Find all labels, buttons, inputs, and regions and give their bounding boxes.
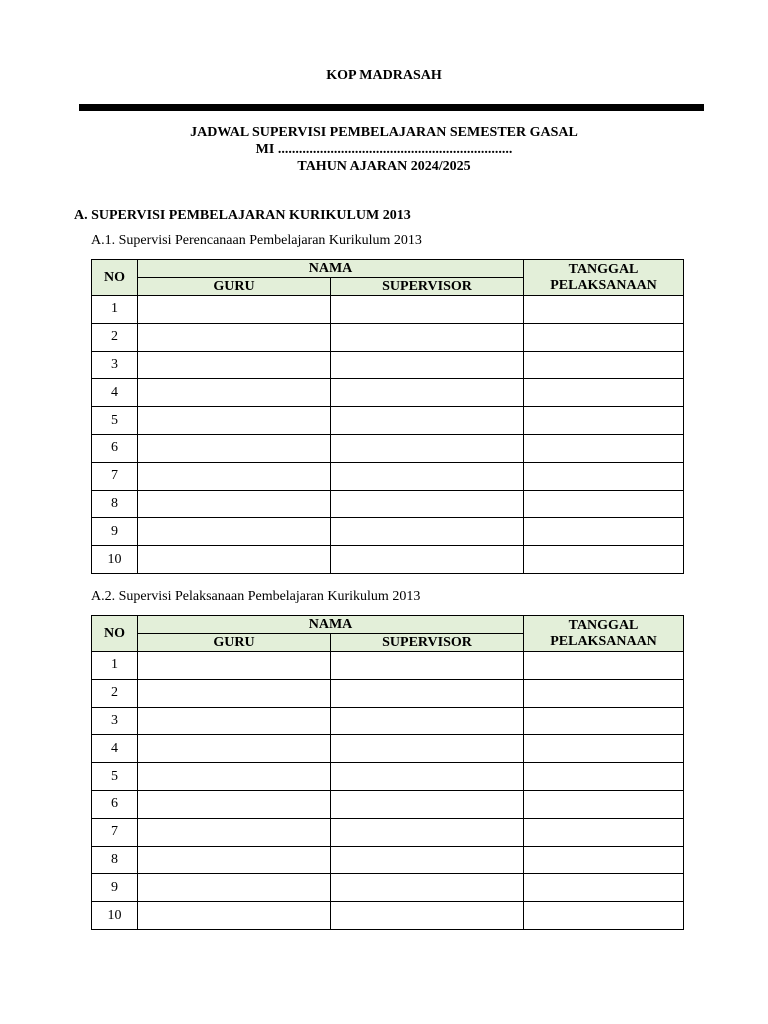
supervisor-cell (331, 434, 524, 462)
row-number: 6 (92, 434, 138, 462)
title-line-1: JADWAL SUPERVISI PEMBELAJARAN SEMESTER GASAL (190, 125, 578, 140)
tanggal-cell (524, 546, 684, 574)
guru-cell (138, 462, 331, 490)
guru-cell (138, 518, 331, 546)
supervisor-cell (331, 818, 524, 846)
tanggal-cell (524, 462, 684, 490)
header-no: NO (92, 616, 138, 652)
schedule-table-a2 (91, 615, 684, 930)
table-row (92, 679, 684, 707)
guru-cell (138, 707, 331, 735)
tanggal-cell (524, 407, 684, 435)
supervisor-cell (331, 490, 524, 518)
table-row (92, 351, 684, 379)
row-number: 4 (92, 735, 138, 763)
guru-cell (138, 546, 331, 574)
header-supervisor: SUPERVISOR (331, 634, 524, 652)
table-row (92, 296, 684, 324)
row-number: 7 (92, 462, 138, 490)
header-nama: NAMA (138, 616, 524, 634)
header-tanggal-line2: PELAKSANAAN (550, 633, 657, 649)
tanggal-cell (524, 735, 684, 763)
tanggal-cell (524, 846, 684, 874)
row-number: 8 (92, 490, 138, 518)
tanggal-cell (524, 296, 684, 324)
supervisor-cell (331, 902, 524, 930)
row-number: 5 (92, 407, 138, 435)
supervisor-cell (331, 407, 524, 435)
guru-cell (138, 679, 331, 707)
table-row (92, 902, 684, 930)
tanggal-cell (524, 902, 684, 930)
header-tanggal (524, 616, 684, 652)
tanggal-cell (524, 707, 684, 735)
table-a2-body (92, 652, 684, 930)
table-row (92, 323, 684, 351)
row-number: 3 (92, 707, 138, 735)
row-number: 9 (92, 874, 138, 902)
tanggal-cell (524, 379, 684, 407)
row-number: 6 (92, 790, 138, 818)
guru-cell (138, 323, 331, 351)
tanggal-cell (524, 434, 684, 462)
row-number: 9 (92, 518, 138, 546)
table-row (92, 763, 684, 791)
tanggal-cell (524, 790, 684, 818)
table-a2-heading: A.2. Supervisi Pelaksanaan Pembelajaran Kurikulum 2013 (91, 589, 421, 604)
table-row (92, 407, 684, 435)
row-number: 8 (92, 846, 138, 874)
document-title (0, 124, 768, 175)
supervisor-cell (331, 518, 524, 546)
supervisor-cell (331, 379, 524, 407)
supervisor-cell (331, 874, 524, 902)
tanggal-cell (524, 652, 684, 680)
row-number: 7 (92, 818, 138, 846)
table-row (92, 518, 684, 546)
guru-cell (138, 407, 331, 435)
header-tanggal-line1: TANGGAL (568, 261, 639, 277)
supervisor-cell (331, 735, 524, 763)
header-guru: GURU (138, 634, 331, 652)
guru-cell (138, 296, 331, 324)
tanggal-cell (524, 818, 684, 846)
tanggal-cell (524, 679, 684, 707)
supervisor-cell (331, 652, 524, 680)
supervisor-cell (331, 462, 524, 490)
table-a1-heading: A.1. Supervisi Perencanaan Pembelajaran Kurikulum 2013 (91, 233, 422, 248)
guru-cell (138, 735, 331, 763)
tanggal-cell (524, 323, 684, 351)
header-no: NO (92, 260, 138, 296)
table-row (92, 490, 684, 518)
table-a1-body (92, 296, 684, 574)
guru-cell (138, 902, 331, 930)
header-supervisor: SUPERVISOR (331, 278, 524, 296)
guru-cell (138, 652, 331, 680)
header-tanggal (524, 260, 684, 296)
guru-cell (138, 763, 331, 791)
header-nama: NAMA (138, 260, 524, 278)
guru-cell (138, 434, 331, 462)
section-a-heading: A. SUPERVISI PEMBELAJARAN KURIKULUM 2013 (74, 208, 411, 223)
supervisor-cell (331, 296, 524, 324)
title-line-3: TAHUN AJARAN 2024/2025 (297, 159, 471, 174)
table-row (92, 379, 684, 407)
guru-cell (138, 490, 331, 518)
table-row (92, 546, 684, 574)
supervisor-cell (331, 351, 524, 379)
row-number: 4 (92, 379, 138, 407)
schedule-table-a1 (91, 259, 684, 574)
table-row (92, 707, 684, 735)
supervisor-cell (331, 763, 524, 791)
table-row (92, 462, 684, 490)
row-number: 2 (92, 323, 138, 351)
table-row (92, 874, 684, 902)
supervisor-cell (331, 707, 524, 735)
supervisor-cell (331, 790, 524, 818)
table-row (92, 434, 684, 462)
header-divider (79, 104, 704, 111)
header-tanggal-line1: TANGGAL (568, 617, 639, 633)
guru-cell (138, 874, 331, 902)
row-number: 10 (92, 902, 138, 930)
row-number: 2 (92, 679, 138, 707)
kop-madrasah: KOP MADRASAH (326, 68, 442, 83)
supervisor-cell (331, 679, 524, 707)
guru-cell (138, 846, 331, 874)
row-number: 10 (92, 546, 138, 574)
guru-cell (138, 351, 331, 379)
guru-cell (138, 818, 331, 846)
row-number: 1 (92, 296, 138, 324)
row-number: 5 (92, 763, 138, 791)
table-row (92, 735, 684, 763)
tanggal-cell (524, 763, 684, 791)
header-tanggal-line2: PELAKSANAAN (550, 277, 657, 293)
table-row (92, 846, 684, 874)
table-row (92, 818, 684, 846)
row-number: 1 (92, 652, 138, 680)
guru-cell (138, 379, 331, 407)
title-line-2: MI ................................................................... (255, 142, 513, 157)
tanggal-cell (524, 490, 684, 518)
table-row (92, 790, 684, 818)
supervisor-cell (331, 846, 524, 874)
guru-cell (138, 790, 331, 818)
supervisor-cell (331, 546, 524, 574)
header-guru: GURU (138, 278, 331, 296)
tanggal-cell (524, 518, 684, 546)
tanggal-cell (524, 874, 684, 902)
row-number: 3 (92, 351, 138, 379)
supervisor-cell (331, 323, 524, 351)
table-row (92, 652, 684, 680)
tanggal-cell (524, 351, 684, 379)
